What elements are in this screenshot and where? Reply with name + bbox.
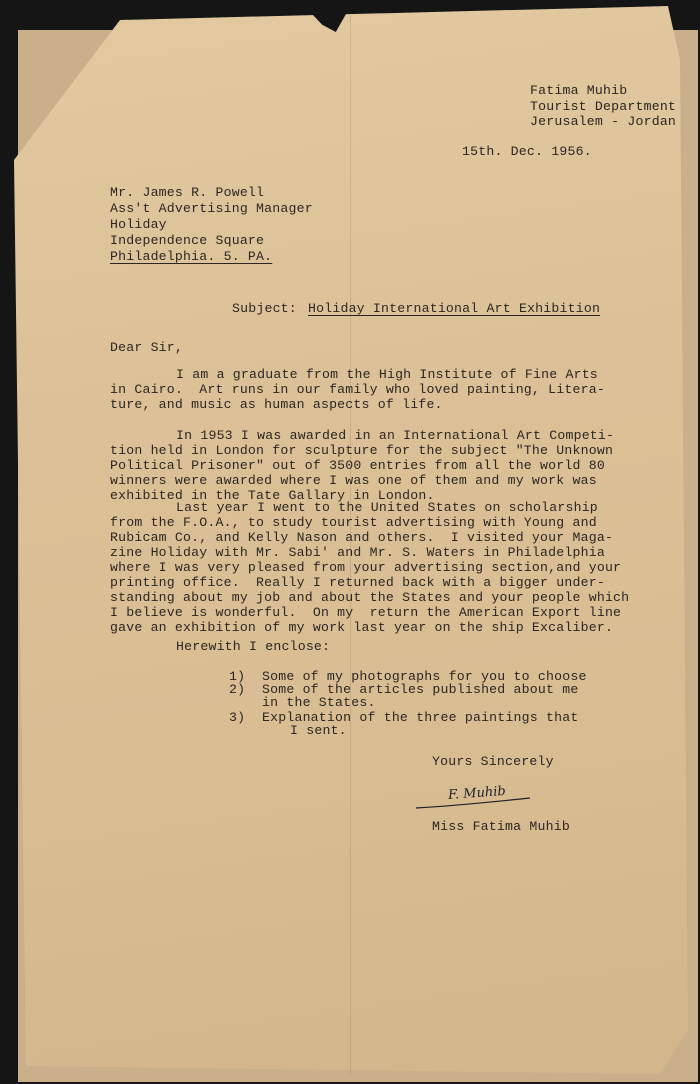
paragraph-line: tion held in London for sculpture for the subject "The Unknown [110,443,614,458]
paragraph-line: exhibited in the Tate Gallary in London. [110,488,435,503]
subject-label: Subject: [232,301,297,316]
paragraph-line: from the F.O.A., to study tourist advertising with Young and [110,515,597,530]
sender-department: Tourist Department [530,99,677,114]
salutation: Dear Sir, [110,340,184,355]
paragraph-line: ture, and music as human aspects of life. [110,397,443,412]
paragraph-line: gave an exhibition of my work last year on the ship Excaliber. [110,620,614,635]
paragraph-line: Political Prisoner" out of 3500 entries from all the world 80 [110,458,605,473]
enclosure-number: 2) [229,682,246,697]
paragraph-line: I am a graduate from the High Institute of Fine Arts [176,367,598,382]
enclosure-line: in the States. [262,695,376,710]
recipient-company: Holiday [110,217,167,232]
handwritten-signature [412,780,542,814]
paragraph-line: where I was very pleased from your advertising section,and your [110,560,622,575]
paragraph-line: standing about my job and about the States and your people which [110,590,630,605]
enclosure-line: I sent. [290,723,347,738]
closing: Yours Sincerely [432,754,554,769]
paragraph-line: printing office. Really I returned back with a bigger under- [110,575,605,590]
signoff-name: Miss Fatima Muhib [432,819,570,834]
paragraph-line: Rubicam Co., and Kelly Nason and others. I visited your Maga- [110,530,614,545]
recipient-title: Ass't Advertising Manager [110,201,313,216]
subject-text: Holiday International Art Exhibition [308,301,601,316]
enclose-line: Herewith I enclose: [176,639,331,654]
enclosure-number: 1) [229,669,246,684]
recipient-name: Mr. James R. Powell [110,185,265,200]
paragraph-line: in Cairo. Art runs in our family who loved painting, Litera- [110,382,605,397]
paragraph-line: zine Holiday with Mr. Sabi' and Mr. S. Waters in Philadelphia [110,545,605,560]
enclosure-number: 3) [229,710,246,725]
paragraph-line: winners were awarded where I was one of them and my work was [110,473,597,488]
paragraph-line: Last year I went to the United States on scholarship [176,500,598,515]
signature-text: F. Muhib [447,784,507,803]
sender-location: Jerusalem - Jordan [530,114,677,129]
recipient-city: Philadelphia. 5. PA. [110,249,273,264]
enclosure-line: Some of my photographs for you to choose [262,669,587,684]
enclosure-line: Some of the articles published about me [262,682,579,697]
sender-name: Fatima Muhib [530,83,628,98]
letter-date: 15th. Dec. 1956. [462,144,592,159]
paragraph-line: I believe is wonderful. On my return the American Export line [110,605,622,620]
paragraph-line: In 1953 I was awarded in an International Art Competi- [176,428,615,443]
enclosure-line: Explanation of the three paintings that [262,710,579,725]
recipient-street: Independence Square [110,233,265,248]
